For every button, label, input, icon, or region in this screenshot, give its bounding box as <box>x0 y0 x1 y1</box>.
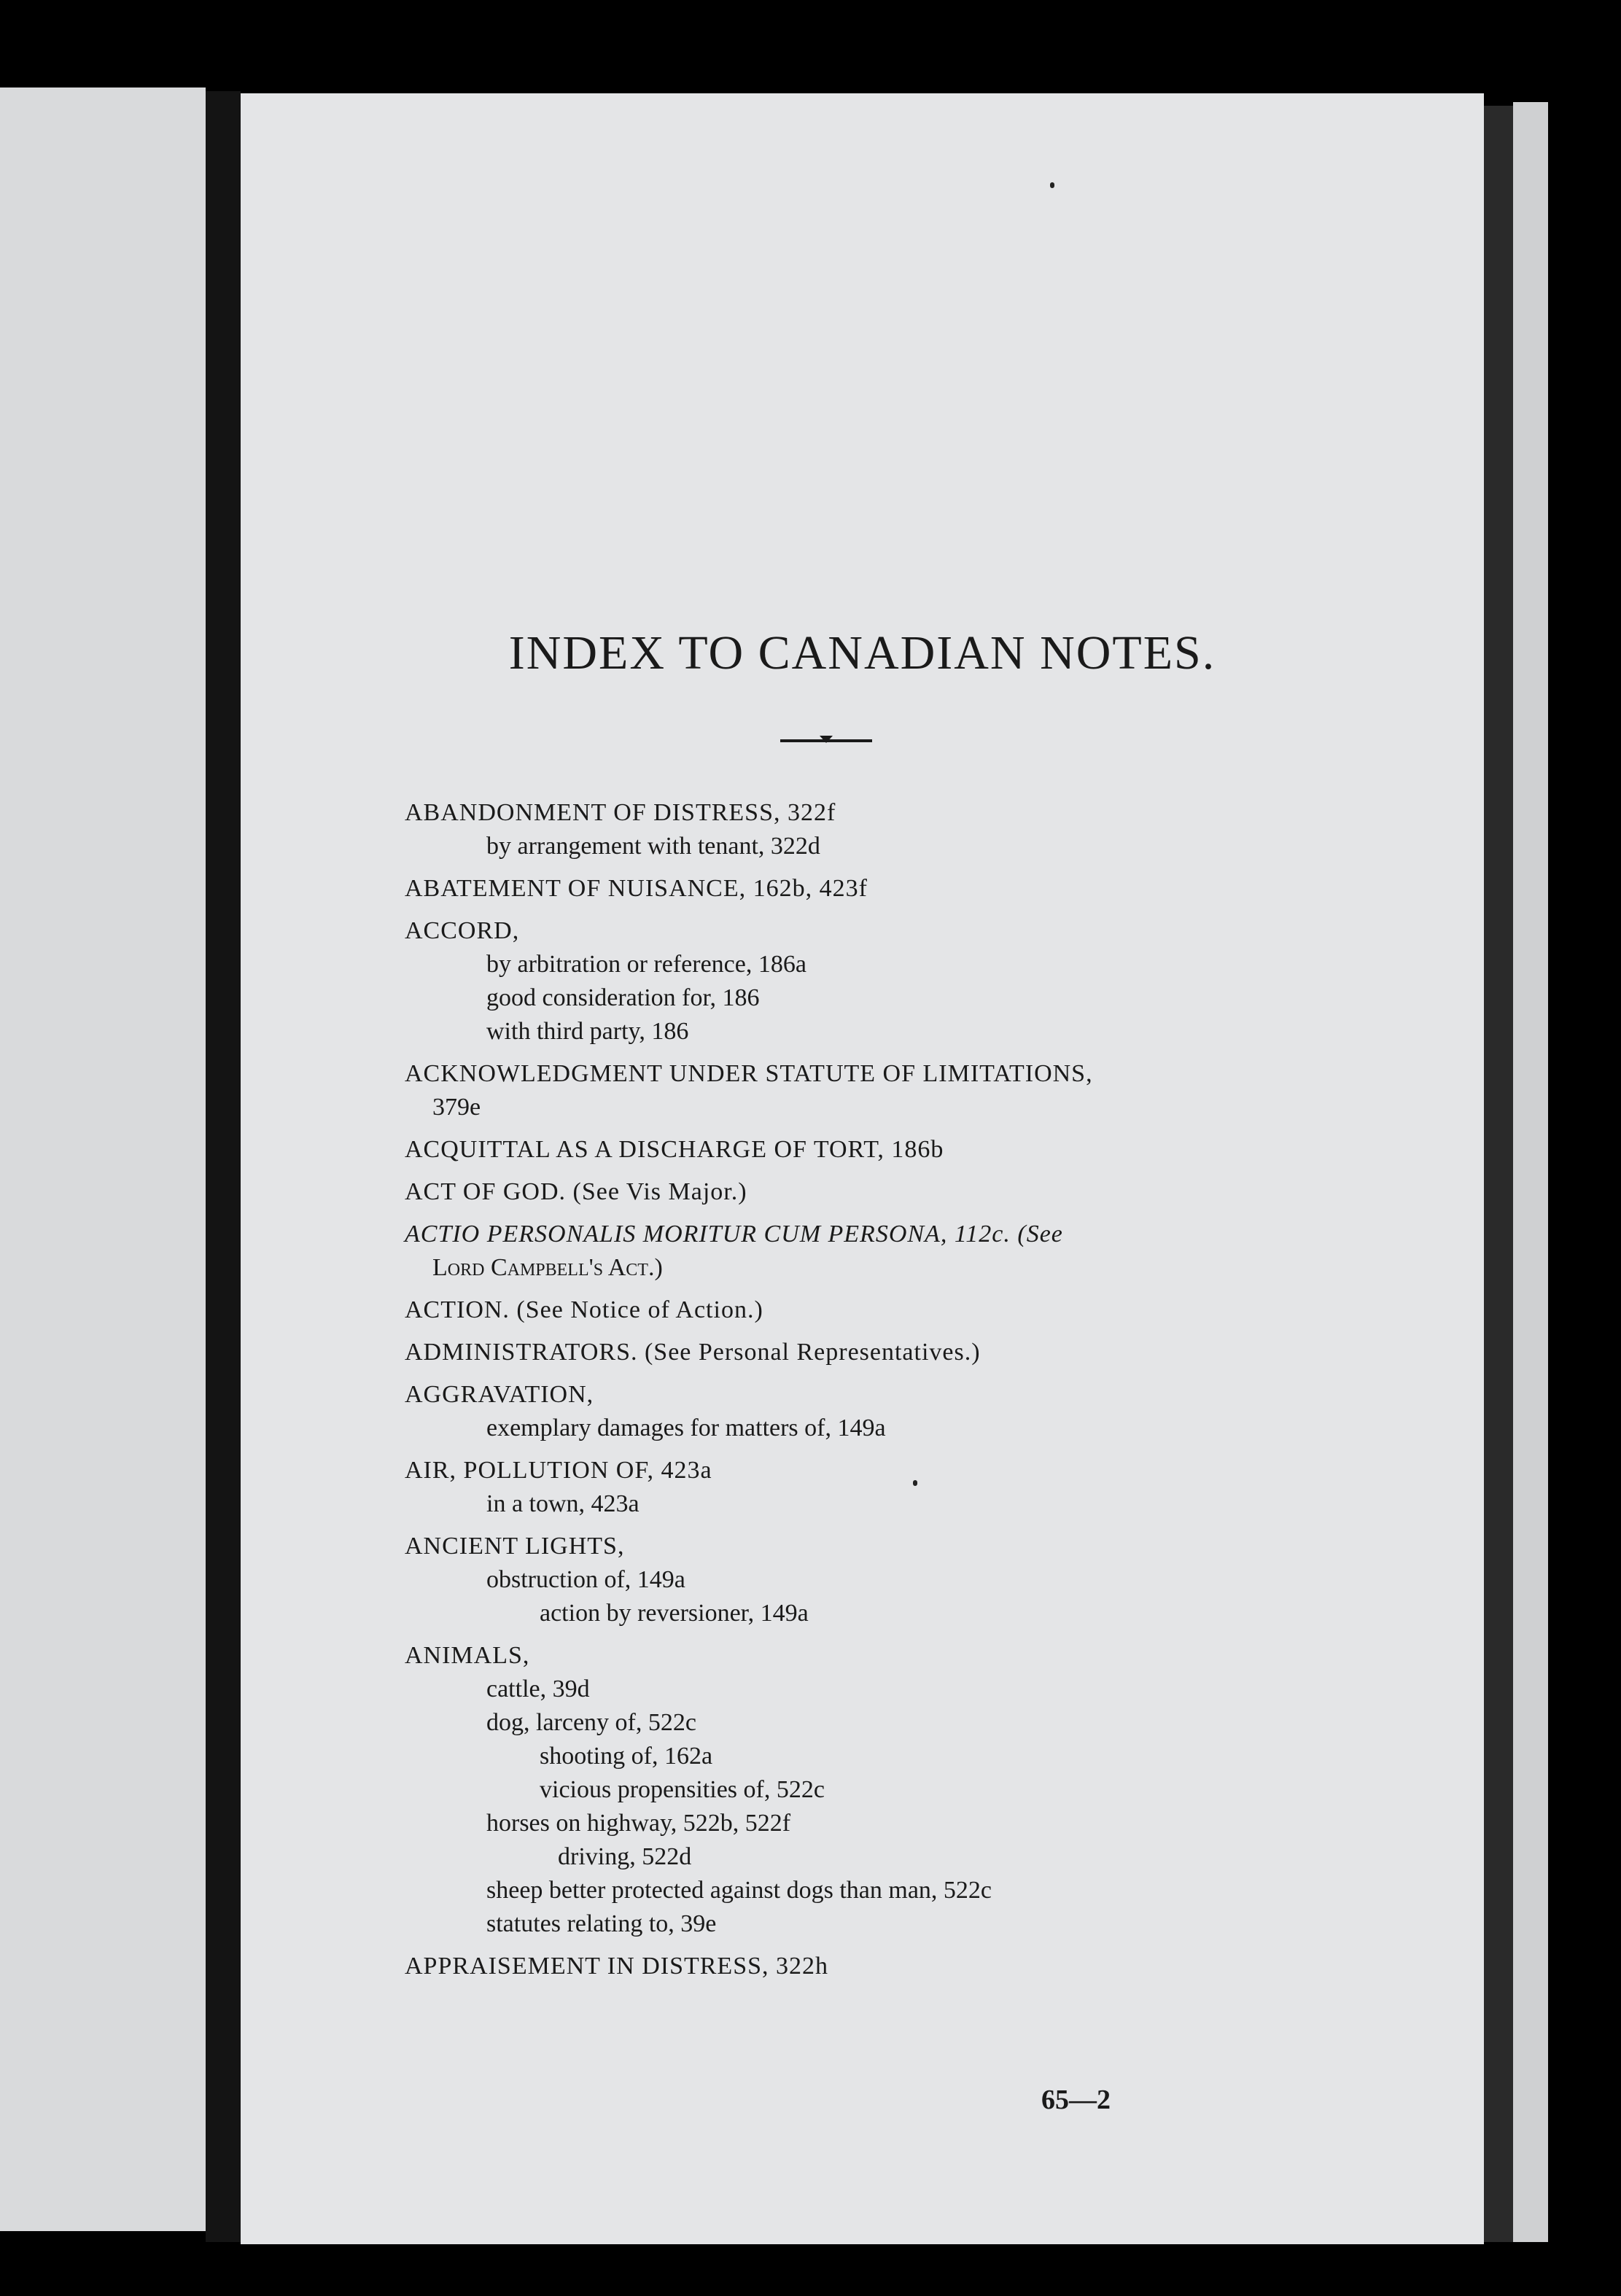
entry-subsubentry: shooting of, 162a <box>540 1743 713 1770</box>
index-entry <box>405 1378 1469 1445</box>
index-entry <box>405 1639 1469 1941</box>
entry-subentry: dog, larceny of, 522c <box>486 1709 696 1736</box>
entry-subentry: sheep better protected against dogs than man, 522c <box>486 1877 992 1904</box>
index-entry <box>405 1218 1469 1285</box>
index-entry <box>405 872 1469 906</box>
entry-heading: AGGRAVATION, <box>405 1381 594 1408</box>
title-rule <box>780 739 872 742</box>
entry-subentry: with third party, 186 <box>486 1018 689 1045</box>
page-edge-shadow <box>1484 106 1513 2242</box>
entry-subentry: exemplary damages for matters of, 149a <box>486 1414 886 1441</box>
entry-subentry: obstruction of, 149a <box>486 1566 685 1593</box>
entry-subentry: good consideration for, 186 <box>486 984 760 1011</box>
index-entry <box>405 1057 1469 1124</box>
index-entry <box>405 1336 1469 1369</box>
entry-heading: AIR, POLLUTION OF, 423a <box>405 1457 712 1484</box>
index-entry <box>405 1293 1469 1327</box>
index-entry <box>405 914 1469 1048</box>
folio-signature: 65—2 <box>1041 2085 1111 2115</box>
entry-heading: ANCIENT LIGHTS, <box>405 1533 625 1560</box>
entry-heading: ACCORD, <box>405 917 520 944</box>
entry-heading: ACTIO PERSONALIS MORITUR CUM PERSONA, 112c. (See <box>405 1221 1063 1248</box>
index-page <box>241 93 1484 2244</box>
entry-subentry: horses on highway, 522b, 522f <box>486 1810 791 1837</box>
index-entry <box>405 1950 1469 1983</box>
page-title: INDEX TO CANADIAN NOTES. <box>508 626 1216 680</box>
index-entry <box>405 1454 1469 1521</box>
entry-subentry: statutes relating to, 39e <box>486 1910 717 1937</box>
entry-heading: ACQUITTAL AS A DISCHARGE OF TORT, 186b <box>405 1136 944 1163</box>
index-list <box>405 796 1469 1992</box>
entry-heading: ABATEMENT OF NUISANCE, 162b, 423f <box>405 875 868 902</box>
index-entry <box>405 1133 1469 1167</box>
entry-heading: APPRAISEMENT IN DISTRESS, 322h <box>405 1953 829 1980</box>
entry-subentry: by arbitration or reference, 186a <box>486 951 806 978</box>
entry-subsubentry: action by reversioner, 149a <box>540 1600 809 1627</box>
entry-subentry: in a town, 423a <box>486 1490 640 1517</box>
index-entry <box>405 796 1469 863</box>
entry-continuation: Lord Campbell's Act.) <box>432 1254 663 1281</box>
entry-continuation: 379e <box>432 1094 481 1121</box>
entry-subentry: cattle, 39d <box>486 1676 590 1702</box>
speck <box>1050 182 1054 188</box>
entry-subsubentry: driving, 522d <box>558 1843 692 1870</box>
entry-heading: ABANDONMENT OF DISTRESS, 322f <box>405 799 836 826</box>
entry-heading: ANIMALS, <box>405 1642 530 1669</box>
entry-heading: ACTION. (See Notice of Action.) <box>405 1296 763 1323</box>
entry-subsubentry: vicious propensities of, 522c <box>540 1776 825 1803</box>
entry-subentry: by arrangement with tenant, 322d <box>486 833 820 860</box>
page-edge <box>1513 102 1548 2242</box>
index-entry <box>405 1530 1469 1630</box>
entry-heading: ACKNOWLEDGMENT UNDER STATUTE OF LIMITATIONS, <box>405 1060 1093 1087</box>
facing-page <box>0 87 206 2231</box>
index-entry <box>405 1175 1469 1209</box>
book-binding <box>206 91 241 2242</box>
entry-heading: ACT OF GOD. (See Vis Major.) <box>405 1178 747 1205</box>
entry-heading: ADMINISTRATORS. (See Personal Representatives.) <box>405 1339 981 1366</box>
